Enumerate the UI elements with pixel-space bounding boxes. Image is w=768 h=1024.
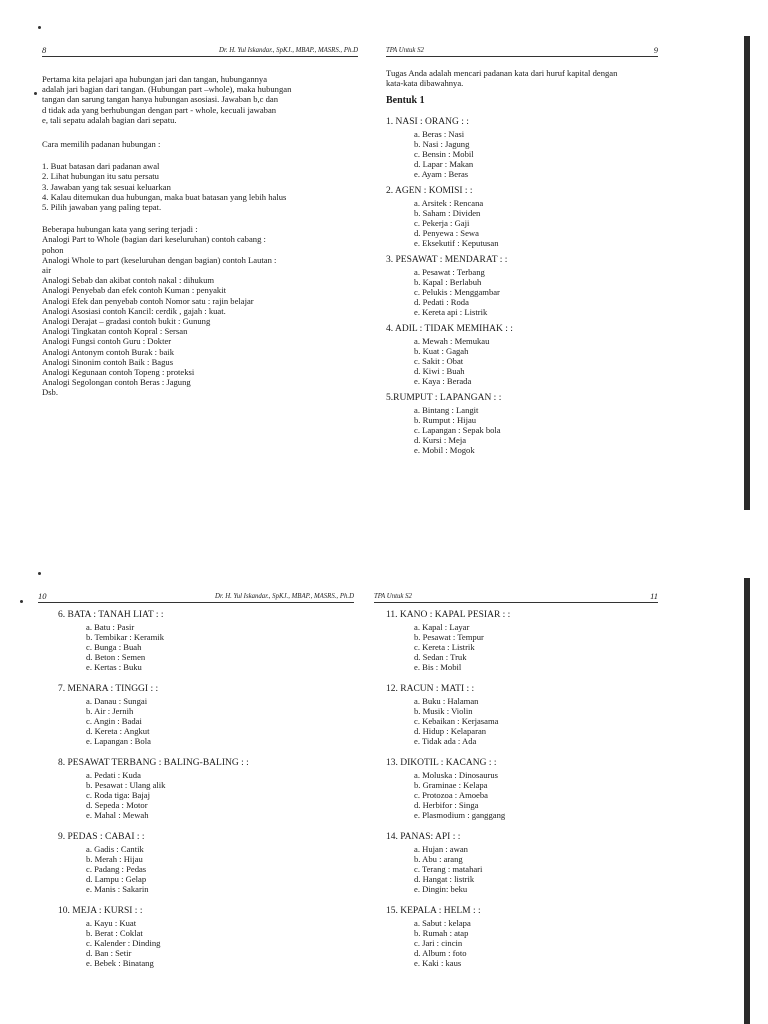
analogy-list <box>42 224 358 397</box>
answer-option: e. Tidak ada : Ada <box>414 736 477 746</box>
page-number: 10 <box>38 591 47 601</box>
answer-option: b. Air : Jernih <box>86 706 134 716</box>
step-item: 3. Jawaban yang tak sesuai keluarkan <box>42 181 171 192</box>
question <box>58 684 354 746</box>
answer-option: a. Arsitek : Rencana <box>414 197 484 208</box>
answer-option: e. Kertas : Buku <box>86 662 142 672</box>
answer-option: c. Padang : Pedas <box>86 864 147 874</box>
answer-option: b. Pesawat : Ulang alik <box>86 780 166 790</box>
page-header <box>386 44 658 57</box>
answer-option: b. Pesawat : Tempur <box>414 632 484 642</box>
answer-option: e. Manis : Sakarin <box>86 884 149 894</box>
answer-option: d. Penyewa : Sewa <box>414 227 479 238</box>
section-title: Bentuk 1 <box>386 95 425 107</box>
question-title: 13. DIKOTIL : KACANG : : <box>386 758 497 768</box>
answer-option: c. Lapangan : Sepak bola <box>414 424 501 435</box>
text-line: kata-kata dibawahnya. <box>386 78 464 89</box>
question-title: 7. MENARA : TINGGI : : <box>58 684 159 694</box>
question-title: 2. AGEN : KOMISI : : <box>386 185 473 196</box>
answer-option: a. Mewah : Memukau <box>414 335 490 346</box>
answer-option: d. Sedan : Truk <box>414 652 467 662</box>
answer-option: d. Pedati : Roda <box>414 296 469 307</box>
step-item: 4. Kalau ditemukan dua hubungan, maka buat batasan yang lebih halus <box>42 191 287 202</box>
question <box>386 832 658 894</box>
answer-option: a. Kayu : Kuat <box>86 918 137 928</box>
text-line: Analogi Penyebab dan efek contoh Kuman : penyakit <box>42 285 226 296</box>
answer-option: a. Pesawat : Terbang <box>414 266 485 277</box>
answer-option: d. Hangat : listrik <box>414 874 475 884</box>
text-line: Pertama kita pelajari apa hubungan jari dan tangan, hubungannya <box>42 74 268 84</box>
step-item: 2. Lihat hubungan itu satu persatu <box>42 171 159 182</box>
answer-option: e. Kaki : kaus <box>414 958 462 968</box>
question <box>386 324 658 386</box>
question <box>58 610 354 672</box>
answer-option: e. Ayam : Beras <box>414 168 469 179</box>
question <box>58 906 354 968</box>
question <box>58 832 354 894</box>
question-title: 14. PANAS: API : : <box>386 832 461 842</box>
text-line: adalah jari bagian dari tangan. (Hubungan part –whole), maka hubungan <box>42 84 292 95</box>
answer-option: b. Rumah : atap <box>414 928 469 938</box>
answer-option: c. Kebaikan : Kerjasama <box>414 716 499 726</box>
answer-option: a. Pedati : Kuda <box>86 770 141 780</box>
answer-option: e. Kereta api : Listrik <box>414 306 488 317</box>
text-line: Analogi Fungsi contoh Guru : Dokter <box>42 336 172 347</box>
page-number: 8 <box>42 45 47 55</box>
question <box>386 393 658 455</box>
answer-option: d. Kiwi : Buah <box>414 365 465 376</box>
text-line: Analogi Whole to part (keseluruhan dengan bagian) contoh Lautan : <box>42 254 277 265</box>
question-title: 8. PESAWAT TERBANG : BALING-BALING : : <box>58 758 249 768</box>
text-line: Dsb. <box>42 387 58 398</box>
answer-option: c. Kalender : Dinding <box>86 938 161 948</box>
question-title: 3. PESAWAT : MENDARAT : : <box>386 254 508 265</box>
binding-edge-bottom <box>744 578 750 1024</box>
text-line: pohon <box>42 244 64 255</box>
step-item: 5. Pilih jawaban yang paling tepat. <box>42 202 162 213</box>
question <box>58 758 354 820</box>
answer-option: c. Terang : matahari <box>414 864 483 874</box>
answer-option: d. Sepeda : Motor <box>86 800 148 810</box>
page-number: 11 <box>650 591 658 601</box>
question <box>386 906 658 968</box>
question-title: 6. BATA : TANAH LIAT : : <box>58 610 164 620</box>
answer-option: e. Lapangan : Bola <box>86 736 151 746</box>
answer-option: c. Protozoa : Amoeba <box>414 790 488 800</box>
text-line: tangan dan sarung tangan hanya hubungan asosiasi. Jawaban b,c dan <box>42 94 279 105</box>
answer-option: b. Merah : Hijau <box>86 854 143 864</box>
text-line: air <box>42 265 52 276</box>
answer-option: e. Kaya : Berada <box>414 375 472 386</box>
task-instructions <box>386 68 658 88</box>
answer-option: d. Kereta : Angkut <box>86 726 150 736</box>
method-title: Cara memilih padanan hubungan : <box>42 139 161 150</box>
answer-option: c. Angin : Badai <box>86 716 142 726</box>
answer-option: a. Danau : Sungai <box>86 696 148 706</box>
answer-option: c. Jari : cincin <box>414 938 463 948</box>
answer-option: a. Batu : Pasir <box>86 622 135 632</box>
text-line: Analogi Kegunaan contoh Topeng : proteksi <box>42 367 195 378</box>
scan-speck <box>34 92 37 95</box>
answer-option: b. Tembikar : Keramik <box>86 632 164 642</box>
answer-option: e. Plasmodium : ganggang <box>414 810 506 820</box>
question <box>386 684 658 746</box>
answer-option: c. Bunga : Buah <box>86 642 142 652</box>
question-title: 9. PEDAS : CABAI : : <box>58 832 145 842</box>
answer-option: e. Mahal : Mewah <box>86 810 149 820</box>
answer-option: b. Berat : Coklat <box>86 928 143 938</box>
answer-option: c. Sakit : Obat <box>414 355 464 366</box>
answer-option: a. Sabut : kelapa <box>414 918 471 928</box>
answer-option: d. Hidup : Kelaparan <box>414 726 487 736</box>
answer-option: b. Nasi : Jagung <box>414 138 470 149</box>
question <box>386 255 658 317</box>
answer-option: b. Kuat : Gagah <box>414 345 469 356</box>
answer-option: a. Bintang : Langit <box>414 404 479 415</box>
question <box>386 758 658 820</box>
answer-option: b. Rumput : Hijau <box>414 414 477 425</box>
answer-option: e. Eksekutif : Keputusan <box>414 237 499 248</box>
scan-speck <box>38 572 41 575</box>
header-title: Dr. H. Yul Iskandar., SpKJ., MBAP., MASRS., Ph.D <box>219 47 358 54</box>
answer-option: b. Musik : Violin <box>414 706 473 716</box>
answer-option: d. Album : foto <box>414 948 467 958</box>
text-line: Analogi Sebab dan akibat contoh nakal : dihukum <box>42 275 215 286</box>
question <box>386 117 658 179</box>
answer-option: e. Mobil : Mogok <box>414 444 475 455</box>
answer-option: d. Lapar : Makan <box>414 158 474 169</box>
text-line: Tugas Anda adalah mencari padanan kata dari huruf kapital dengan <box>386 68 618 78</box>
answer-option: d. Kursi : Meja <box>414 434 467 445</box>
question-title: 10. MEJA : KURSI : : <box>58 906 143 916</box>
answer-option: a. Buku : Halaman <box>414 696 479 706</box>
text-line: Analogi Sinonim contoh Baik : Bagus <box>42 356 174 367</box>
answer-option: e. Dingin: beku <box>414 884 468 894</box>
answer-option: d. Ban : Setir <box>86 948 132 958</box>
page-header <box>42 44 358 57</box>
text-line: d tidak ada yang berhubungan dengan part - whole, kecuali jawaban <box>42 104 277 115</box>
text-line: Analogi Derajat – gradasi contoh bukit : Gunung <box>42 316 211 327</box>
header-title: TPA Untuk S2 <box>374 593 412 600</box>
question-title: 1. NASI : ORANG : : <box>386 116 469 127</box>
scan-speck <box>38 26 41 29</box>
answer-option: a. Moluska : Dinosaurus <box>414 770 499 780</box>
answer-option: c. Pekerja : Gaji <box>414 217 470 228</box>
text-line: Analogi Efek dan penyebab contoh Nomor satu : rajin belajar <box>42 295 254 306</box>
answer-option: d. Herbifor : Singa <box>414 800 479 810</box>
question-title: 15. KEPALA : HELM : : <box>386 906 481 916</box>
answer-option: b. Kapal : Berlabuh <box>414 276 482 287</box>
answer-option: d. Beton : Semen <box>86 652 146 662</box>
answer-option: d. Lampu : Gelap <box>86 874 147 884</box>
text-line: Analogi Asosiasi contoh Kancil: cerdik , gajah : kuat. <box>42 305 226 316</box>
scan-speck <box>20 600 23 603</box>
answer-option: c. Roda tiga: Bajaj <box>86 790 150 800</box>
step-item: 1. Buat batasan dari padanan awal <box>42 161 160 172</box>
header-title: TPA Untuk S2 <box>386 47 424 54</box>
text-line: Analogi Tingkatan contoh Kopral : Sersan <box>42 326 188 337</box>
answer-option: b. Abu : arang <box>414 854 463 864</box>
answer-option: c. Pelukis : Menggambar <box>414 286 500 297</box>
answer-option: a. Gadis : Cantik <box>86 844 144 854</box>
text-line: Analogi Part to Whole (bagian dari keseluruhan) contoh cabang : <box>42 234 266 245</box>
text-line: e, tali sepatu adalah bagian dari sepatu. <box>42 114 177 125</box>
page-header <box>38 590 354 603</box>
answer-option: c. Kereta : Listrik <box>414 642 475 652</box>
answer-option: a. Beras : Nasi <box>414 128 465 139</box>
text-line: Analogi Segolongan contoh Beras : Jagung <box>42 377 191 388</box>
question-title: 4. ADIL : TIDAK MEMIHAK : : <box>386 323 513 334</box>
answer-option: b. Saham : Dividen <box>414 207 481 218</box>
question-title: 5.RUMPUT : LAPANGAN : : <box>386 392 502 403</box>
answer-option: a. Hujan : awan <box>414 844 468 854</box>
text-line: Beberapa hubungan kata yang sering terjadi : <box>42 224 198 235</box>
header-title: Dr. H. Yul Iskandar., SpKJ., MBAP., MASRS., Ph.D <box>215 593 354 600</box>
answer-option: c. Bensin : Mobil <box>414 148 474 159</box>
steps-list <box>42 161 358 212</box>
text-line: Analogi Antonym contoh Burak : baik <box>42 346 174 357</box>
answer-option: a. Kapal : Layar <box>414 622 470 632</box>
binding-edge-top <box>744 36 750 510</box>
question <box>386 610 658 672</box>
answer-option: b. Graminae : Kelapa <box>414 780 488 790</box>
question-title: 11. KANO : KAPAL PESIAR : : <box>386 610 511 620</box>
question-title: 12. RACUN : MATI : : <box>386 684 475 694</box>
answer-option: e. Bebek : Binatang <box>86 958 154 968</box>
question <box>386 186 658 248</box>
page-header <box>374 590 658 603</box>
page-number: 9 <box>653 45 658 55</box>
answer-option: e. Bis : Mobil <box>414 662 462 672</box>
